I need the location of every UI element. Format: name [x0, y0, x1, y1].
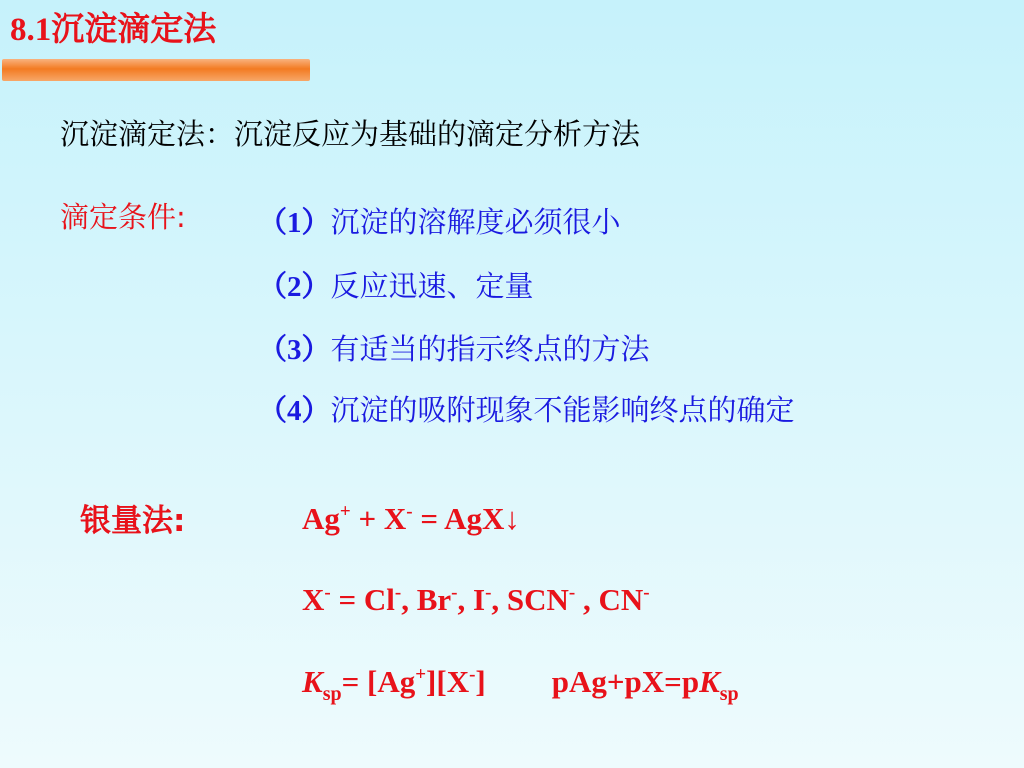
condition-text: 反应迅速、定量 — [330, 269, 534, 303]
charge-superscript: + — [415, 664, 427, 685]
ksp-equation — [302, 660, 739, 704]
formula-text: , SCN — [491, 582, 569, 617]
definition-text: 沉淀滴定法：沉淀反应为基础的滴定分析方法 — [60, 117, 641, 151]
condition-item-2 — [258, 265, 534, 308]
charge-superscript: - — [394, 582, 402, 603]
formula-text: , Br — [401, 582, 452, 617]
condition-item-1 — [258, 201, 621, 244]
formula-text: Ag — [302, 501, 340, 536]
formula-text: pAg+pX=p — [551, 664, 700, 699]
subscript: sp — [719, 683, 739, 705]
formula-text: ] — [475, 664, 486, 699]
charge-superscript: - — [469, 664, 476, 685]
condition-number: （1） — [258, 207, 331, 239]
condition-number: （3） — [258, 334, 331, 366]
conditions-label: 滴定条件: — [60, 200, 186, 234]
formula-text: ][X — [426, 664, 470, 699]
formula-text: = Cl — [330, 582, 395, 617]
charge-superscript: - — [451, 582, 458, 603]
condition-text: 沉淀的吸附现象不能影响终点的确定 — [330, 393, 795, 427]
charge-superscript: - — [568, 582, 576, 603]
condition-item-3 — [258, 328, 650, 371]
halide-list — [302, 578, 650, 622]
formula-text: K — [302, 664, 323, 699]
charge-superscript: - — [324, 582, 331, 603]
page-title: 8.1沉淀滴定法 — [10, 12, 217, 48]
condition-number: （2） — [258, 271, 331, 303]
formula-text: + X — [350, 501, 407, 536]
charge-superscript: - — [485, 582, 492, 603]
condition-text: 沉淀的溶解度必须很小 — [330, 205, 621, 239]
reaction-equation — [302, 497, 520, 541]
formula-text: K — [699, 664, 720, 699]
formula-text: , I — [457, 582, 486, 617]
formula-text: X — [302, 582, 325, 617]
charge-superscript: + — [339, 501, 351, 522]
silver-method-label: 银量法: — [80, 503, 186, 539]
pksp-equation — [552, 660, 739, 704]
charge-superscript: - — [406, 501, 413, 522]
charge-superscript: - — [643, 582, 650, 603]
formula-text: = [Ag — [341, 664, 416, 699]
condition-text: 有适当的指示终点的方法 — [330, 332, 650, 366]
formula-text: , CN — [575, 582, 644, 617]
formula-text: = AgX↓ — [412, 501, 520, 536]
condition-item-4 — [258, 389, 795, 432]
title-underline-bar — [2, 59, 310, 81]
condition-number: （4） — [258, 395, 331, 427]
subscript: sp — [322, 683, 342, 705]
